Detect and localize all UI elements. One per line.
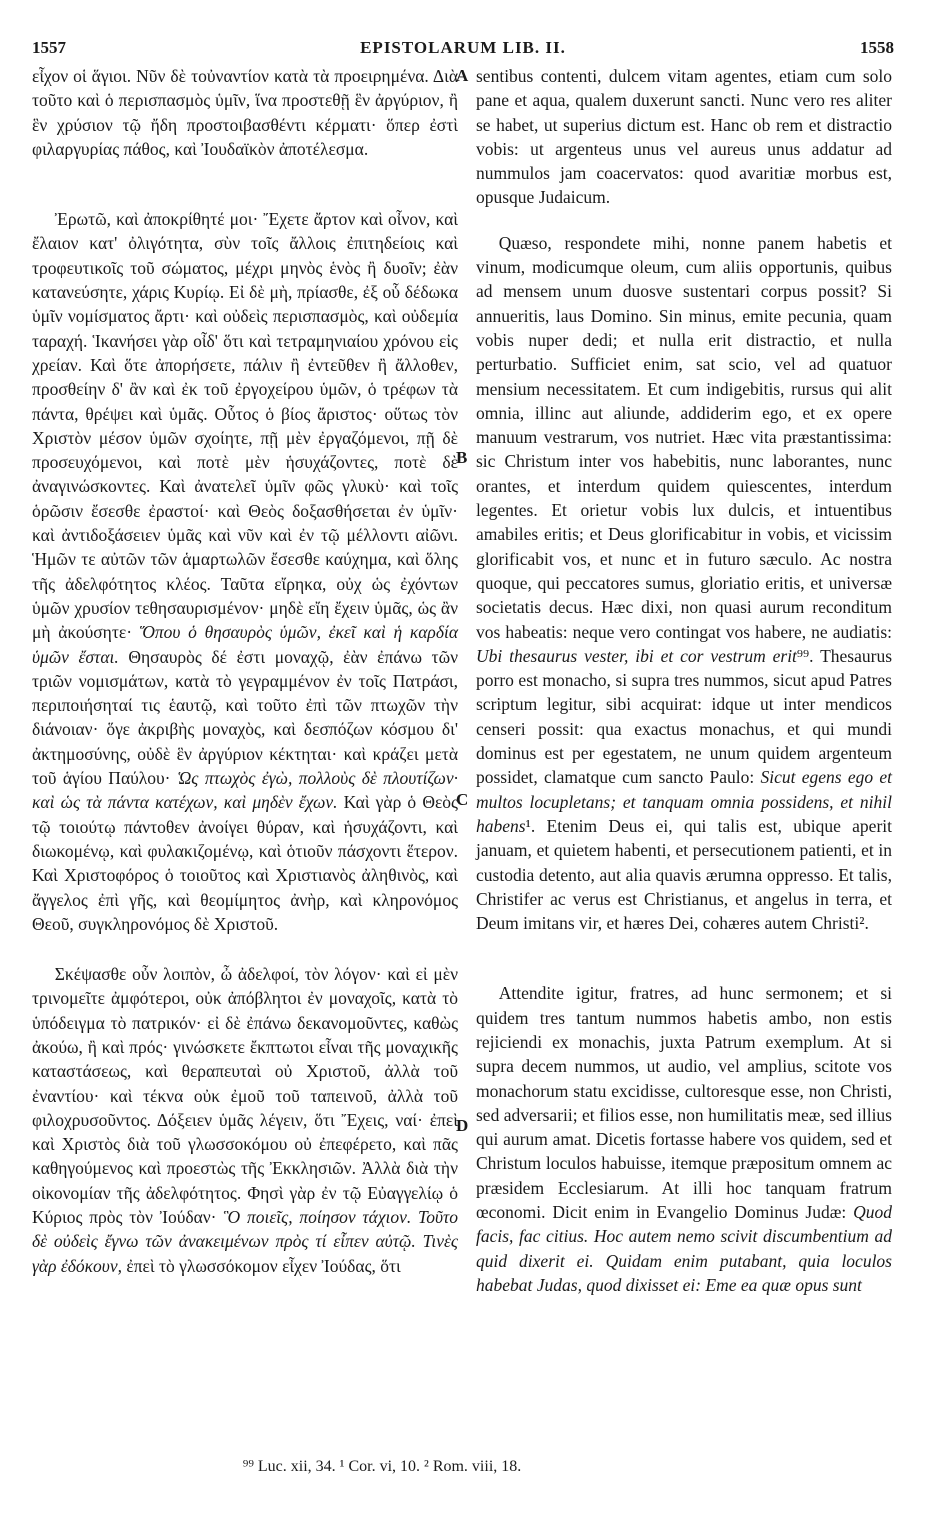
greek-text: Ἐρωτῶ, καὶ ἀποκρίθητέ μοι· Ἔχετε ἄρτον καὶ οἶνον, καὶ ἔλαιον κατ' ὀλιγότητα, σὺν τοῖς ἄλλοις ἐπιτηδείοις καὶ τροφευτικοῖς τοῦ σώματος, μέχρι μηνὸς ἑνὸς ἢ δυοῖν; ἐὰν κατανεύσητε, χάρις Κυρίῳ. Εἰ δὲ μὴ, πρίασθε, ἐξ οὗ δέδωκα ὑμῖν νομίσματος ἄρτι· καὶ οὐδεὶς περισπασμὸς, καὶ οὐδεμία ταραχή. Ἱκανήσει γὰρ οἶδ' ὅτι καὶ τετραμηνιαίου χρόνου εἰς χρείαν. Καὶ ὅτε ἀπορήσετε, πάλιν ἢ ἐντεῦθεν ἢ ἄλλοθεν, προσθείην δ' ἂν καὶ ἐκ τοῦ ἐργοχείρου ὑμῶν, ὁ τρέφων τὰ πάντα, θρέψει καὶ ὑμᾶς. Οὗτος ὁ βίος ἄριστος· οὕτως τὸν Χριστὸν μέσον ὑμῶν σχοίητε, πῇ μὲν ἐργαζόμενοι, πῇ δὲ προσευχόμενοι, καὶ ποτὲ μὲν ἡσυχάζοντες, ποτὲ δὲ ἀναγινώσκοντες. Καὶ ἀνατελεῖ ὑμῖν φῶς γλυκὺ· καὶ τοῖς ὁρῶσιν ἔσεσθε ἐραστοί· καὶ Θεὸς δοξασθήσεται ἐν ὑμῖν· καὶ ἀντιδοξάσειεν ὑμᾶς καὶ νῦν καὶ ἐν τῷ μέλλοντι αἰῶνι. Ἡμῶν τε αὐτῶν τῶν ἁμαρτωλῶν ἔσεσθε καύχημα, καὶ ὅλης τῆς ἀδελφότητος κλέος. Ταῦτα εἴρηκα, οὐχ ὡς ἐχόντων ὑμῶν χρυσίον τεθησαυρισμένον· μηδὲ εἴη ἔχειν ὑμᾶς, ὡς ἂν μὴ ἀκούσητε·	[32, 209, 458, 643]
latin-text: Attendite igitur, fratres, ad hunc sermonem; et si quidem tres tantum nummos habetis ambo, non estis rejiciendi ex monachis, juxta Patrum exemplum. At si supra decem nummos, ut audio, vel amplius, scitote vos monachorum statu excidisse, cultoresque esse, non Christi, sed adversarii; et filios esse, non humilitatis meæ, sed illius qui aurum amat. Dicetis fortasse habere vos quidem, sed et Christum loculos habuisse, itemque præpositum omnem ac præsidem Ecclesiarum. At illi hoc tanquam fratrum œconomi. Dicit enim in Evangelio Dominus Judæ:	[476, 983, 892, 1223]
greek-quote: Ὃ ποιεῖς, ποίησον τάχιον. Τοῦτο δὲ οὐδεὶς ἔγνω τῶν ἀνακειμένων πρὸς τί εἶπεν αὐτῷ. Τινὲς γὰρ ἐδόκουν,	[32, 1207, 458, 1276]
greek-text: Σκέψασθε οὖν λοιπὸν, ὦ ἀδελφοί, τὸν λόγον· καὶ εἰ μὲν τρινομεῖτε ἀμφότεροι, οὐκ ἀπόβλητοι ἐν μοναχοῖς, κατὰ τὸ ὑπόδειγμα τὸ πατρικόν· εἰ δὲ ἐπάνω δεκανομοῦντες, καθὼς ἀκούω, ἢ καὶ πρός· γινώσκετε ἔκπτωτοι εἶναι τῆς μοναχικῆς καταστάσεως, καὶ θεραπευταὶ οὐ Χριστοῦ, ἀλλὰ τοῦ ἐναντίου· καὶ τέκνα οὐκ ἐμοῦ τοῦ ταπεινοῦ, ἀλλὰ τοῦ φιλοχρυσοῦντος. Δόξειεν ὑμᾶς λέγειν, ὅτι Ἔχεις, ναί· ἐπεὶ καὶ Χριστὸς διὰ τοῦ γλωσσοκόμου οὐ ἐπεφέρετο, καὶ πᾶς καθηγούμενος καὶ προεστὼς τῆς Ἐκκλησιῶν. Ἀλλὰ διὰ τὴν οἰκονομίαν τῆς ἀδελφότητος. Φησὶ γὰρ ἐν τῷ Εὐαγγελίῳ ὁ Κύριος πρὸς τὸν Ἰούδαν·	[32, 964, 458, 1228]
margin-letter-a: A	[456, 66, 469, 85]
greek-column	[32, 64, 458, 1278]
latin-text: . Etenim Deus ei, qui talis est, ubique aperit januam, et quietem habenti, et persecutionem patienti, et in custodia detento, aut alia quavis ærumna oppresso. Et talis, Christifer ac verus est Christianus, et angelus in terra, et Deum imitans vir, et hæres Dei, cohæres autem Christi	[476, 815, 892, 934]
margin-letter-d: D	[456, 1116, 469, 1135]
latin-text: Quæso, respondete mihi, nonne panem habetis et vinum, modicumque oleum, cum aliis opportunis, quibus ad mensem unum duosve sustentari corpus possit? Si annueritis, laus Domino. Sin minus, emite pecunia, quam vobis nuper dedi; et nulla erit distractio, et nulla perturbatio. Sufficiet enim, sat scio, vel ad quatuor mensium necessitatem. Et cum indigebitis, rursus qui alit omnia, illinc aut aliunde, addiderim ego, et ex opere manuum vestrarum, vos nutriet. Hæc vita præstantissima: sic Christum inter vos habebitis, nunc laborantes, nunc orantes, et interdum quidem quiescentes, interdum legentes. Et orietur vobis lux dulcis, et intuentibus amabiles eritis; et Deus glorificabitur in vobis, et vicissim glorificabit vos, et nunc et in futuro sæculo. Ac nostra quoque, qui peccatores sumus, gloriatio eritis, et universæ societatis decus. Hæc dixi, non quasi aurum reconditum vos habeatis: neque vero contingat vos habere, ne audiatis:	[476, 232, 892, 642]
greek-paragraph-2	[32, 207, 458, 936]
latin-text: . Thesaurus porro est monacho, si supra tres nummos, sicut apud Patres scriptum legitur, sibi acquirat: idque ut inter mendicos censeri possit: qua exactus monachus, et qui mundi dominus est per egestatem, ne unum quidem argenteum possidet, clamatque cum sancto Paulo:	[476, 645, 892, 788]
latin-column	[476, 64, 892, 1297]
running-title: EPISTOLARUM LIB. II.	[360, 38, 566, 57]
footnote-marker: ²	[859, 913, 865, 934]
footnote-marker: ⁹⁹	[796, 645, 810, 666]
latin-text: .	[864, 913, 869, 934]
greek-text: Θησαυρὸς δέ ἐστι μοναχῷ, ἐὰν ἐπάνω τῶν τριῶν νομισμάτων, κατὰ τὸ γεγραμμένον ἐν τοῖς Πατράσι, περιποιήσηταί τις ἑαυτῷ, καὶ τοῦτο ἐπὶ τῶν πτωχῶν τὴν διάνοιαν· ὅγε ἀκριβὴς μοναχὸς, καὶ δεσπόζων κόσμου δι' ἀκτημοσύνης, οὐδὲ ἓν ἀργύριον κέκτηται· καὶ κράζει μετὰ τοῦ ἁγίου Παύλου·	[32, 646, 459, 789]
page-header	[32, 38, 894, 64]
greek-quote: Ὅπου ὁ θησαυρὸς ὑμῶν, ἐκεῖ καὶ ἡ καρδία ὑμῶν ἔσται.	[32, 622, 459, 667]
footnote-marker: ¹	[525, 815, 531, 836]
margin-letter-b: B	[456, 448, 468, 467]
latin-quote: Sicut egens ego et multos locupletans; et tanquam omnia possidens, et nihil habens	[476, 767, 893, 836]
margin-letter-c: C	[456, 790, 469, 809]
greek-quote: Ὡς πτωχὸς ἐγὼ, πολλοὺς δὲ πλουτίζων· καὶ ὡς τὰ πάντα κατέχων, καὶ μηδὲν ἔχων.	[32, 768, 459, 813]
latin-quote: Ubi thesaurus vester, ibi et cor vestrum erit	[476, 645, 797, 666]
page-number-left: 1557	[32, 38, 66, 57]
page-number-right: 1558	[860, 38, 894, 57]
latin-paragraph-1: sentibus contenti, dulcem vitam agentes, etiam cum solo pane et aqua, qualem duxerunt sancti. Nunc vero res aliter se habet, ut superius dictum est. Hanc ob rem et distractio vobis: ut argenteus unus vel aureus unus addatur ad nummulos jam coacervatos: quod avaritiæ morbus est, opusque Judaicum.	[476, 66, 892, 208]
greek-text: ἐπεὶ τὸ γλωσσόκομον εἶχεν Ἰούδας, ὅτι	[126, 1255, 401, 1276]
latin-quote: Quod facis, fac citius. Hoc autem nemo scivit discumbentium ad quid dixerit ei. Quidam enim putabant, quia loculos habebat Judas, quod dixisset ei: Eme ea quæ opus sunt	[476, 1202, 893, 1295]
latin-paragraph-2	[476, 231, 892, 936]
greek-paragraph-1: εἶχον οἱ ἅγιοι. Νῦν δὲ τοὐναντίον κατὰ τὰ προειρημένα. Διὰ τοῦτο καὶ ὁ περισπασμὸς ὑμῖν, ἵνα προστεθῇ ἓν ἀργύριον, ἢ ἓν χρύσιον τῷ ἤδη προστοιβασθέντι κέρματι· ὅπερ ἐστὶ φιλαργυρίας πάθος, καὶ Ἰουδαϊκὸν ἀποτέλεσμα.	[32, 66, 458, 159]
latin-paragraph-3	[476, 981, 892, 1297]
greek-text: Καὶ γὰρ ὁ Θεὸς τῷ τοιούτῳ πάντοθεν ἀνοίγει θύραν, καὶ ἡσυχάζοντι, καὶ διωκομένῳ, καὶ φυλακιζομένῳ, καὶ ὁτιοῦν πάσχοντι ἕτερον. Καὶ Χριστοφόρος ὁ τοιοῦτος καὶ Χριστιανὸς ἀληθινὸς, καὶ ἄγγελος ἐπὶ γῆς, καὶ θεομίμητος ἀνὴρ, καὶ κληρονόμος Θεοῦ, συγκληρονόμος δὲ Χριστοῦ.	[32, 792, 458, 934]
greek-paragraph-3	[32, 962, 458, 1278]
footnotes: ⁹⁹ Luc. xii, 34. ¹ Cor. vi, 10. ² Rom. viii, 18.	[242, 1458, 522, 1475]
